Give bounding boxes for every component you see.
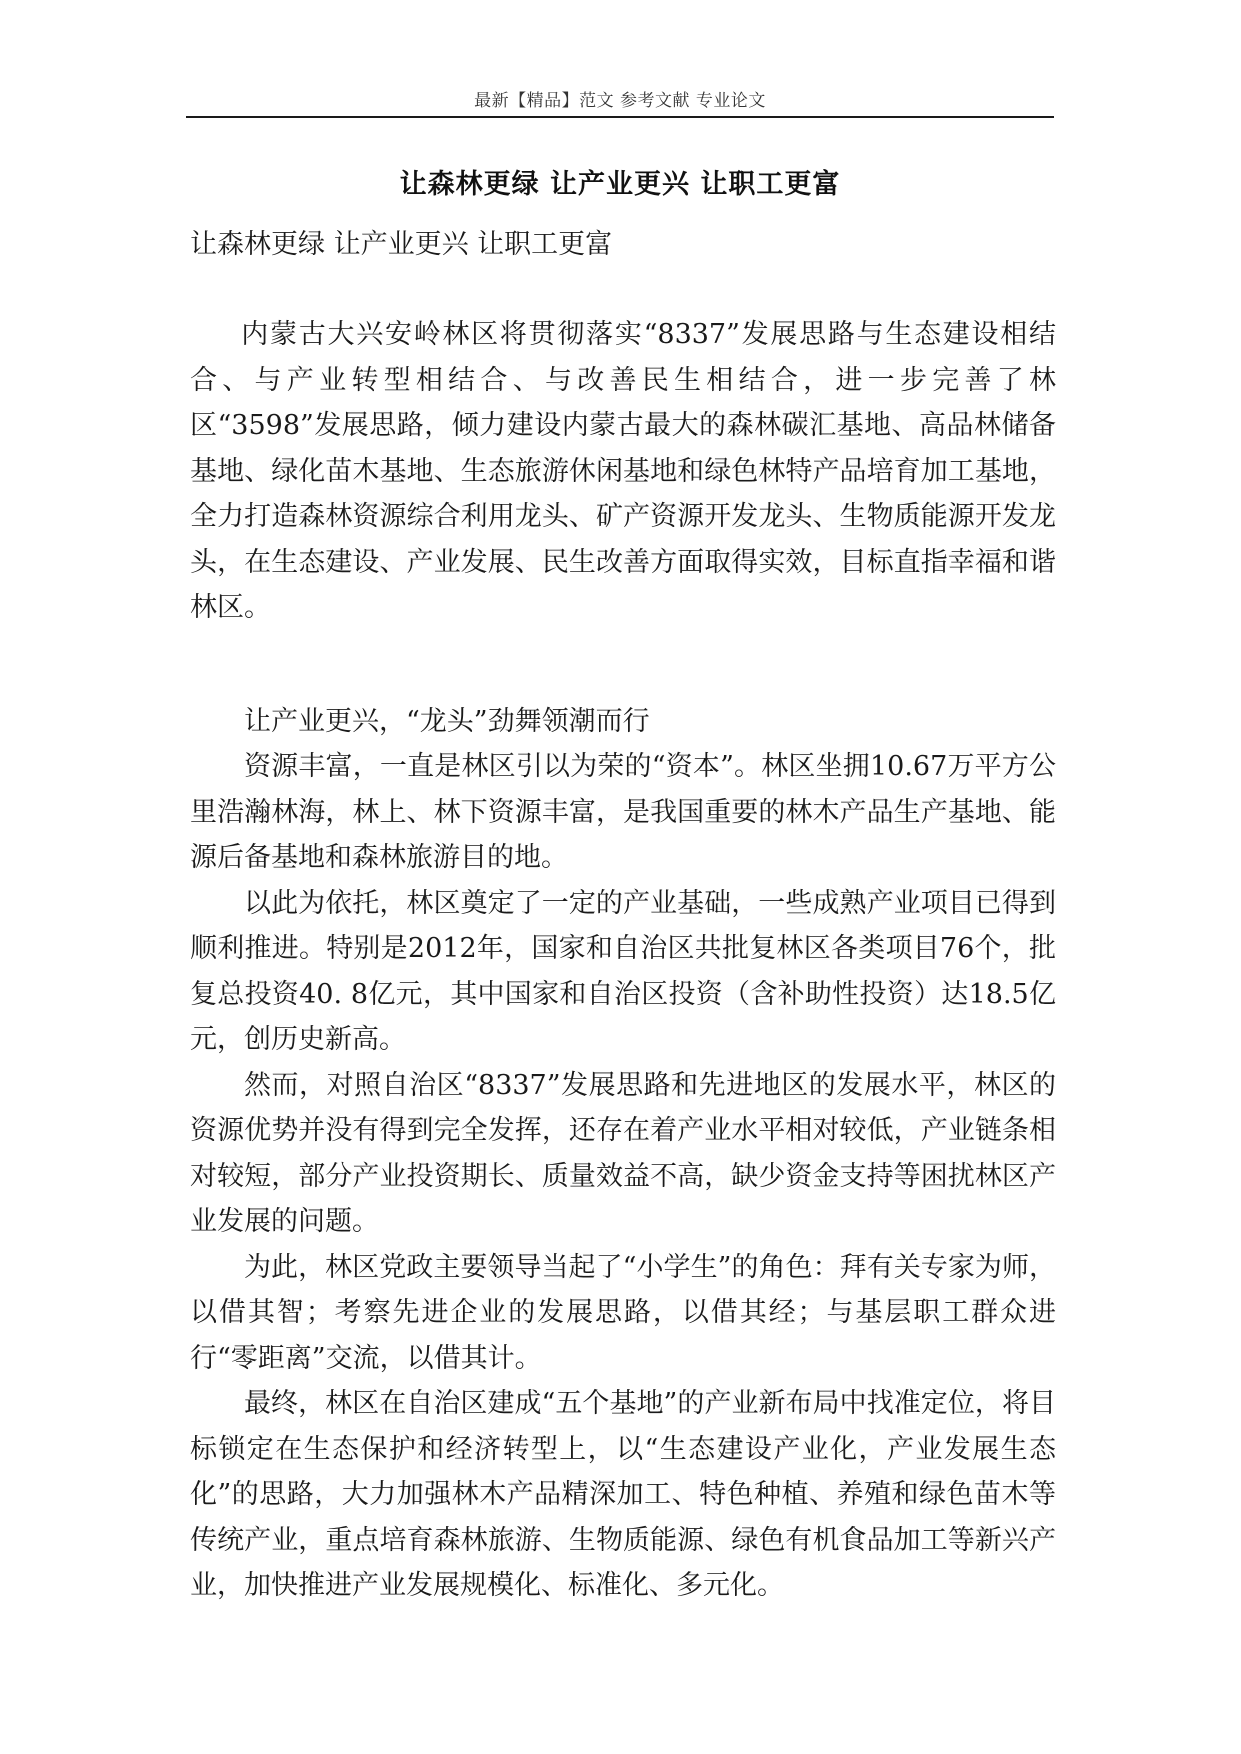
body-paragraph: 为此，林区党政主要领导当起了“小学生”的角色：拜有关专家为师，以借其智；考察先进企业的发展思路，以借其经；与基层职工群众进行“零距离”交流，以借其计。 xyxy=(190,1251,1056,1374)
page-header: 最新【精品】范文 参考文献 专业论文 xyxy=(474,91,766,111)
body-paragraph: 最终，林区在自治区建成“五个基地”的产业新布局中找准定位，将目标锁定在生态保护和经济转型上，以“生态建设产业化，产业发展生态化”的思路，大力加强林木产品精深加工、特色种植、养殖和绿色苗木等传统产业，重点培育森林旅游、生物质能源、绿色有机食品加工等新兴产业，加快推进产业发展规模化、标准化、多元化。 xyxy=(190,1388,1056,1601)
body-paragraph: 然而，对照自治区“8337”发展思路和先进地区的发展水平，林区的资源优势并没有得到完全发挥，还存在着产业水平相对较低，产业链条相对较短，部分产业投资期长、质量效益不高，缺少资金支持等困扰林区产业发展的问题。 xyxy=(190,1069,1056,1237)
body-paragraph: 以此为依托，林区奠定了一定的产业基础，一些成熟产业项目已得到顺利推进。特别是2012年，国家和自治区共批复林区各类项目76个，批复总投资40. 8亿元，其中国家和自治区投资（含补助性投资）达18.5亿元，创历史新高。 xyxy=(190,887,1056,1055)
document-title: 让森林更绿 让产业更兴 让职工更富 xyxy=(399,169,841,200)
document-body xyxy=(190,312,1056,1609)
document-subtitle: 让森林更绿 让产业更兴 让职工更富 xyxy=(190,229,613,260)
body-paragraph: 资源丰富，一直是林区引以为荣的“资本”。林区坐拥10.67万平方公里浩瀚林海，林上、林下资源丰富，是我国重要的林木产品生产基地、能源后备基地和森林旅游目的地。 xyxy=(190,751,1056,873)
section-heading: 让产业更兴，“龙头”劲舞领潮而行 xyxy=(244,705,650,737)
intro-paragraph: 内蒙古大兴安岭林区将贯彻落实“8337”发展思路与生态建设相结合、与产业转型相结合、与改善民生相结合，进一步完善了林区“3598”发展思路，倾力建设内蒙古最大的森林碳汇基地、高品林储备基地、绿化苗木基地、生态旅游休闲基地和绿色林特产品培育加工基地，全力打造森林资源综合利用龙头、矿产资源开发龙头、生物质能源开发龙头，在生态建设、产业发展、民生改善方面取得实效，目标直指幸福和谐林区。 xyxy=(190,319,1056,623)
header-divider xyxy=(186,116,1054,118)
paragraph-spacer xyxy=(190,631,1056,699)
